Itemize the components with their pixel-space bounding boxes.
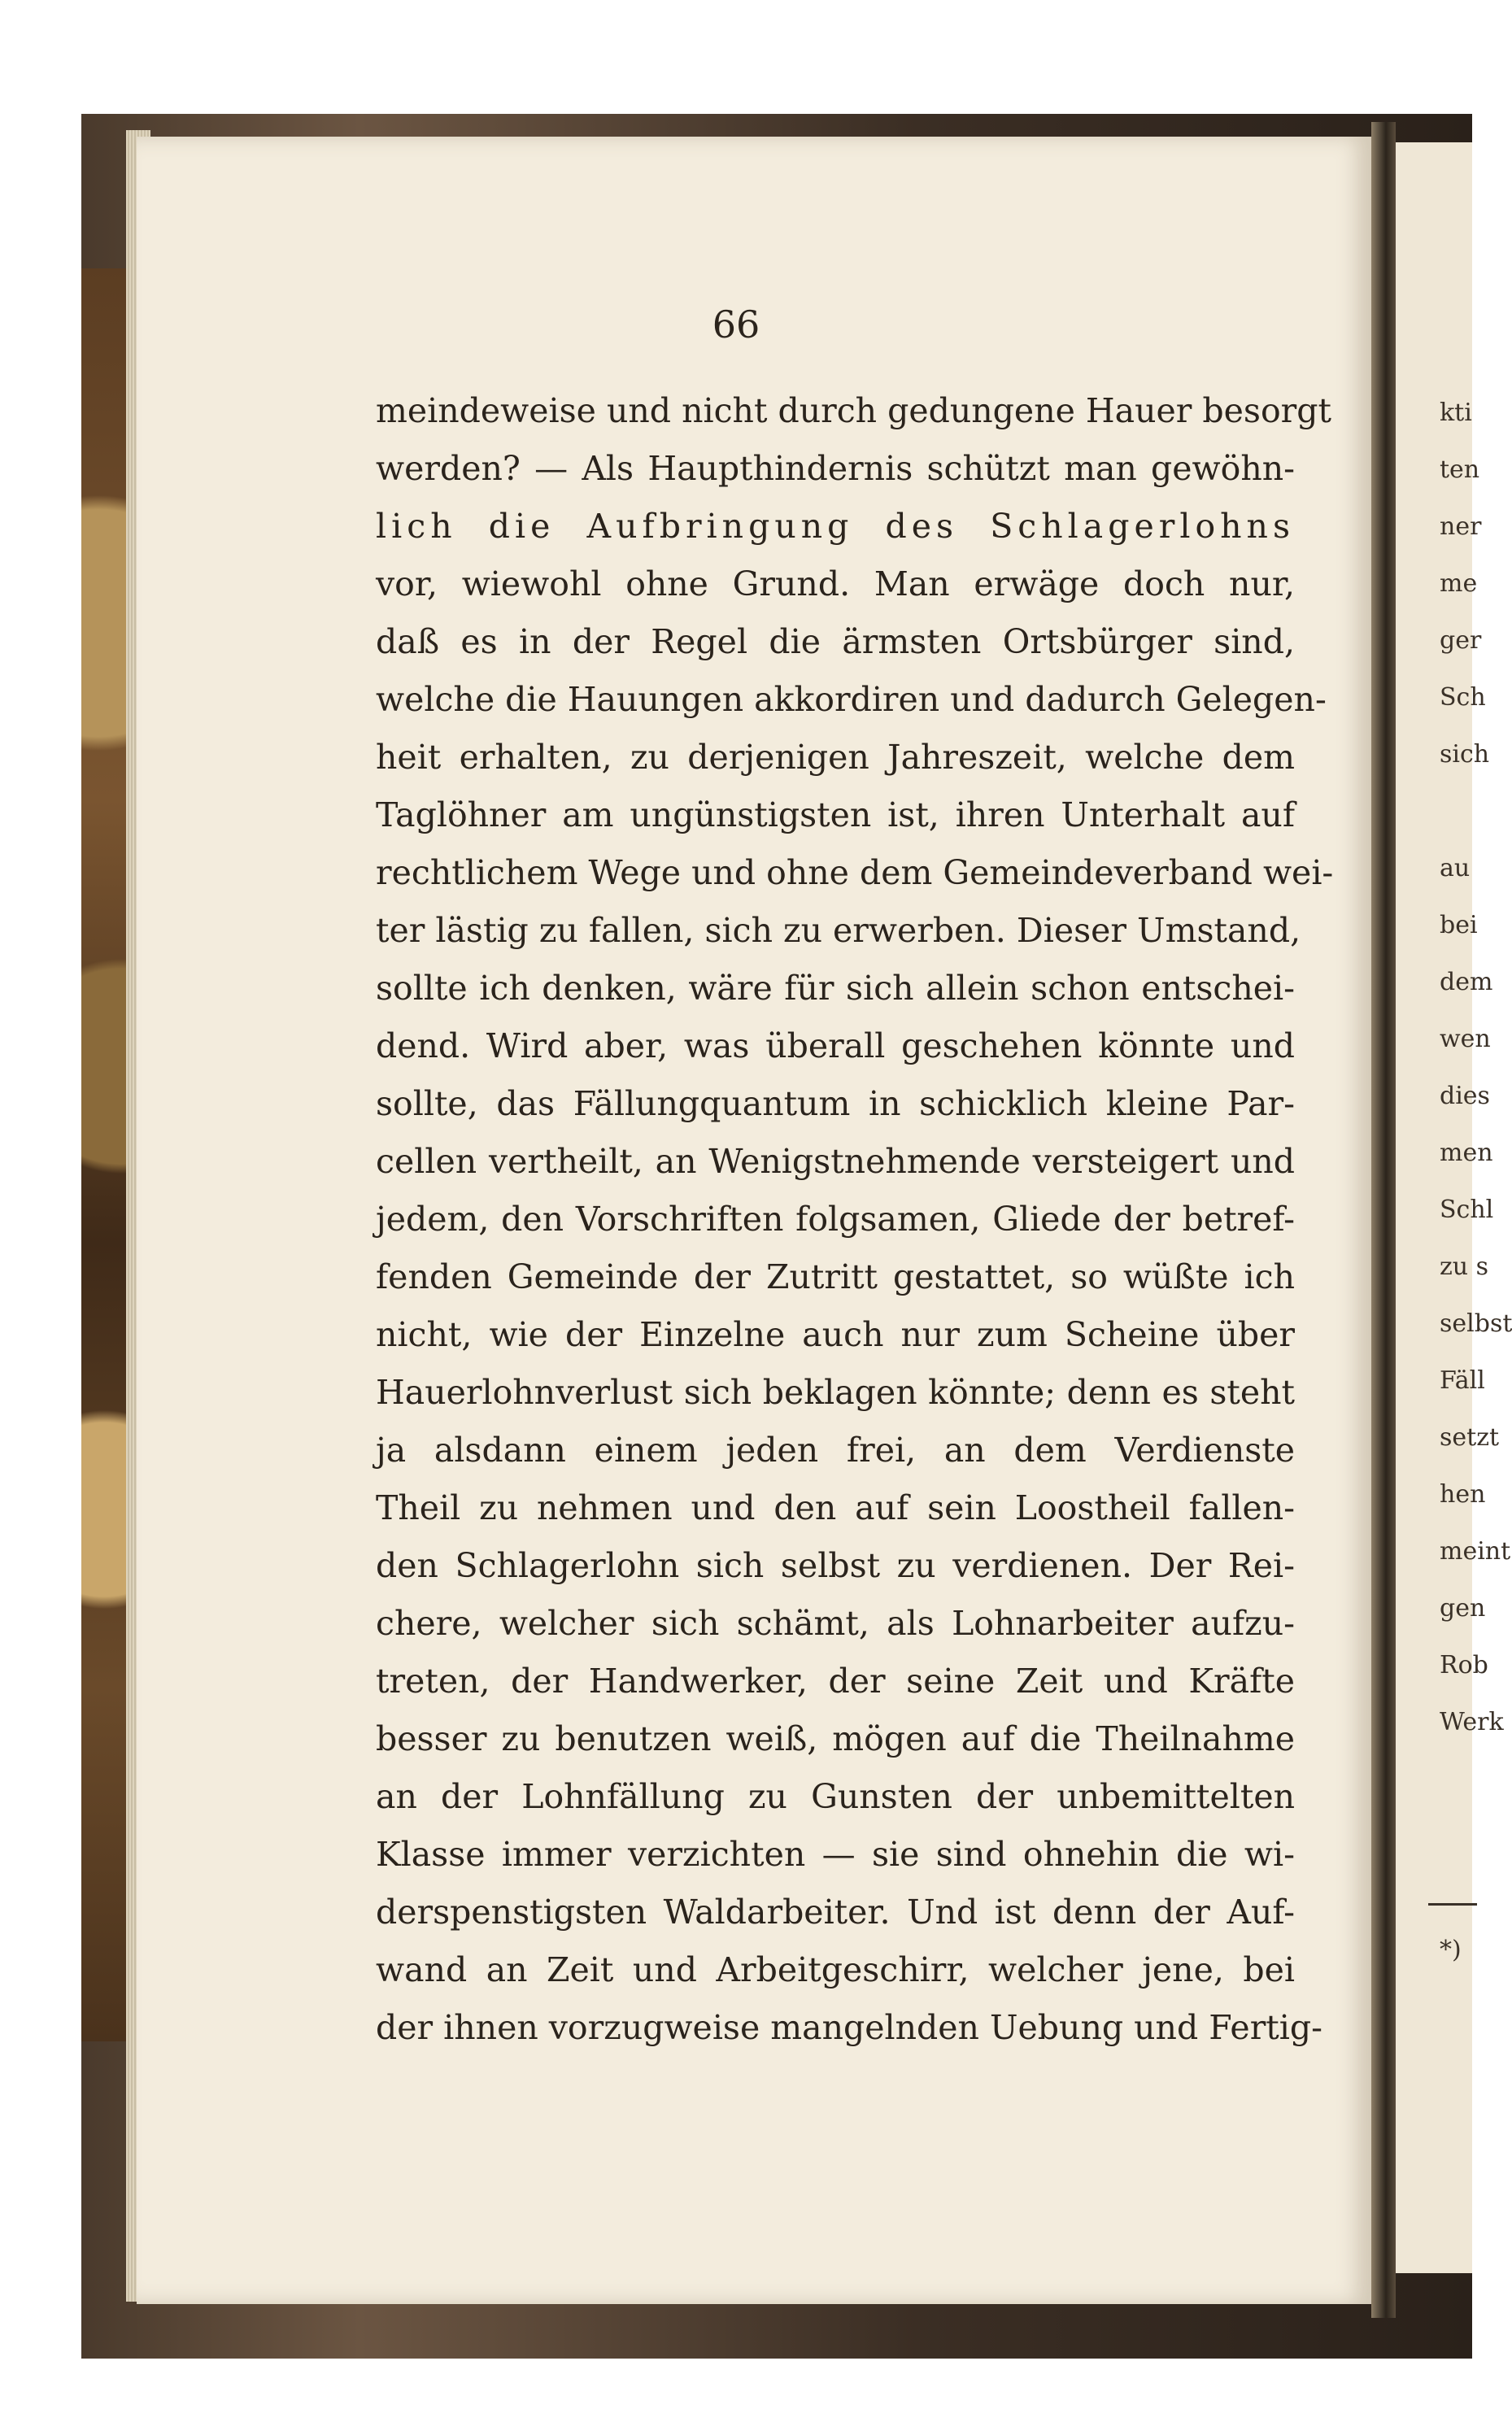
text-line: chere, welcher sich schämt, als Lohnarbeiter aufzu- <box>376 1604 1295 1643</box>
text-line: an der Lohnfällung zu Gunsten der unbemittelten <box>376 1777 1295 1816</box>
text-line: treten, der Handwerker, der seine Zeit und Kräfte <box>376 1662 1295 1701</box>
next-page-fragment: kti <box>1440 399 1472 427</box>
text-line: heit erhalten, zu derjenigen Jahreszeit, welche dem <box>376 738 1295 777</box>
text-line: derspenstigsten Waldarbeiter. Und ist denn der Auf- <box>376 1893 1295 1932</box>
next-page-fragment: ner <box>1440 512 1482 541</box>
next-page-fragment: ten <box>1440 455 1480 484</box>
next-page-fragment: Schl <box>1440 1196 1494 1224</box>
text-line: sollte ich denken, wäre für sich allein schon entschei- <box>376 969 1295 1008</box>
next-page-fragment: au <box>1440 854 1471 882</box>
text-line: Klasse immer verzichten — sie sind ohnehin die wi- <box>376 1835 1295 1874</box>
next-page-fragment: Werk <box>1440 1708 1504 1736</box>
next-page-fragment: wen <box>1440 1025 1491 1053</box>
next-page-fragment: setzt <box>1440 1423 1500 1452</box>
text-line: ter lästig zu fallen, sich zu erwerben. Dieser Umstand, <box>376 911 1301 950</box>
next-page-fragment: selbst <box>1440 1309 1512 1338</box>
text-line: nicht, wie der Einzelne auch nur zum Scheine über <box>376 1315 1295 1354</box>
page-number: 66 <box>712 303 760 346</box>
text-line: daß es in der Regel die ärmsten Ortsbürger sind, <box>376 622 1295 661</box>
next-page-fragment: men <box>1440 1139 1493 1167</box>
text-line: welche die Hauungen akkordiren und dadurch Gelegen- <box>376 680 1327 719</box>
next-page-fragment: *) <box>1440 1936 1462 1964</box>
next-page-fragment: meint <box>1440 1537 1511 1566</box>
page-text <box>376 382 1334 2057</box>
text-line: cellen vertheilt, an Wenigstnehmende versteigert und <box>376 1142 1295 1181</box>
text-line: ja alsdann einem jeden frei, an dem Verdienste <box>376 1431 1295 1470</box>
text-line: besser zu benutzen weiß, mögen auf die Theilnahme <box>376 1719 1295 1758</box>
next-page-fragment: ger <box>1440 626 1482 655</box>
text-line: fenden Gemeinde der Zutritt gestattet, so wüßte ich <box>376 1257 1295 1296</box>
text-line: meindeweise und nicht durch gedungene Hauer besorgt <box>376 391 1331 430</box>
text-line: sollte, das Fällungquantum in schicklich kleine Par- <box>376 1084 1295 1123</box>
text-line: rechtlichem Wege und ohne dem Gemeindeverband wei- <box>376 853 1334 892</box>
next-page-fragment: gen <box>1440 1594 1486 1623</box>
text-line: der ihnen vorzugweise mangelnden Uebung und Fertig- <box>376 2008 1322 2047</box>
next-page-fragment: hen <box>1440 1480 1486 1509</box>
text-line: wand an Zeit und Arbeitgeschirr, welcher jene, bei <box>376 1950 1295 1989</box>
next-page-fragment: Rob <box>1440 1651 1488 1679</box>
text-line: dend. Wird aber, was überall geschehen könnte und <box>376 1026 1295 1065</box>
text-line: Hauerlohnverlust sich beklagen könnte; denn es steht <box>376 1373 1295 1412</box>
next-page-edge <box>1396 142 1512 2273</box>
next-page-fragment: Fäll <box>1440 1366 1485 1395</box>
text-line: den Schlagerlohn sich selbst zu verdienen. Der Rei- <box>376 1546 1295 1585</box>
text-line: werden? — Als Haupthindernis schützt man gewöhn- <box>376 449 1295 488</box>
text-line: lich die Aufbringung des Schlagerlohns <box>376 507 1295 546</box>
text-line: vor, wiewohl ohne Grund. Man erwäge doch nur, <box>376 564 1295 603</box>
text-line: Taglöhner am ungünstigsten ist, ihren Unterhalt auf <box>376 795 1295 834</box>
next-page-fragment: zu s <box>1440 1252 1489 1281</box>
footnote-rule <box>1428 1903 1477 1906</box>
next-page-fragment: Sch <box>1440 683 1486 712</box>
text-line: Theil zu nehmen und den auf sein Loostheil fallen- <box>376 1488 1295 1527</box>
next-page-fragment: sich <box>1440 740 1490 769</box>
next-page-fragment: me <box>1440 569 1478 598</box>
next-page-fragment: dem <box>1440 968 1493 996</box>
next-page-fragment: dies <box>1440 1082 1490 1110</box>
book-gutter <box>1371 122 1396 2318</box>
next-page-fragment: bei <box>1440 911 1478 939</box>
text-line: jedem, den Vorschriften folgsamen, Gliede der betref- <box>376 1200 1295 1239</box>
